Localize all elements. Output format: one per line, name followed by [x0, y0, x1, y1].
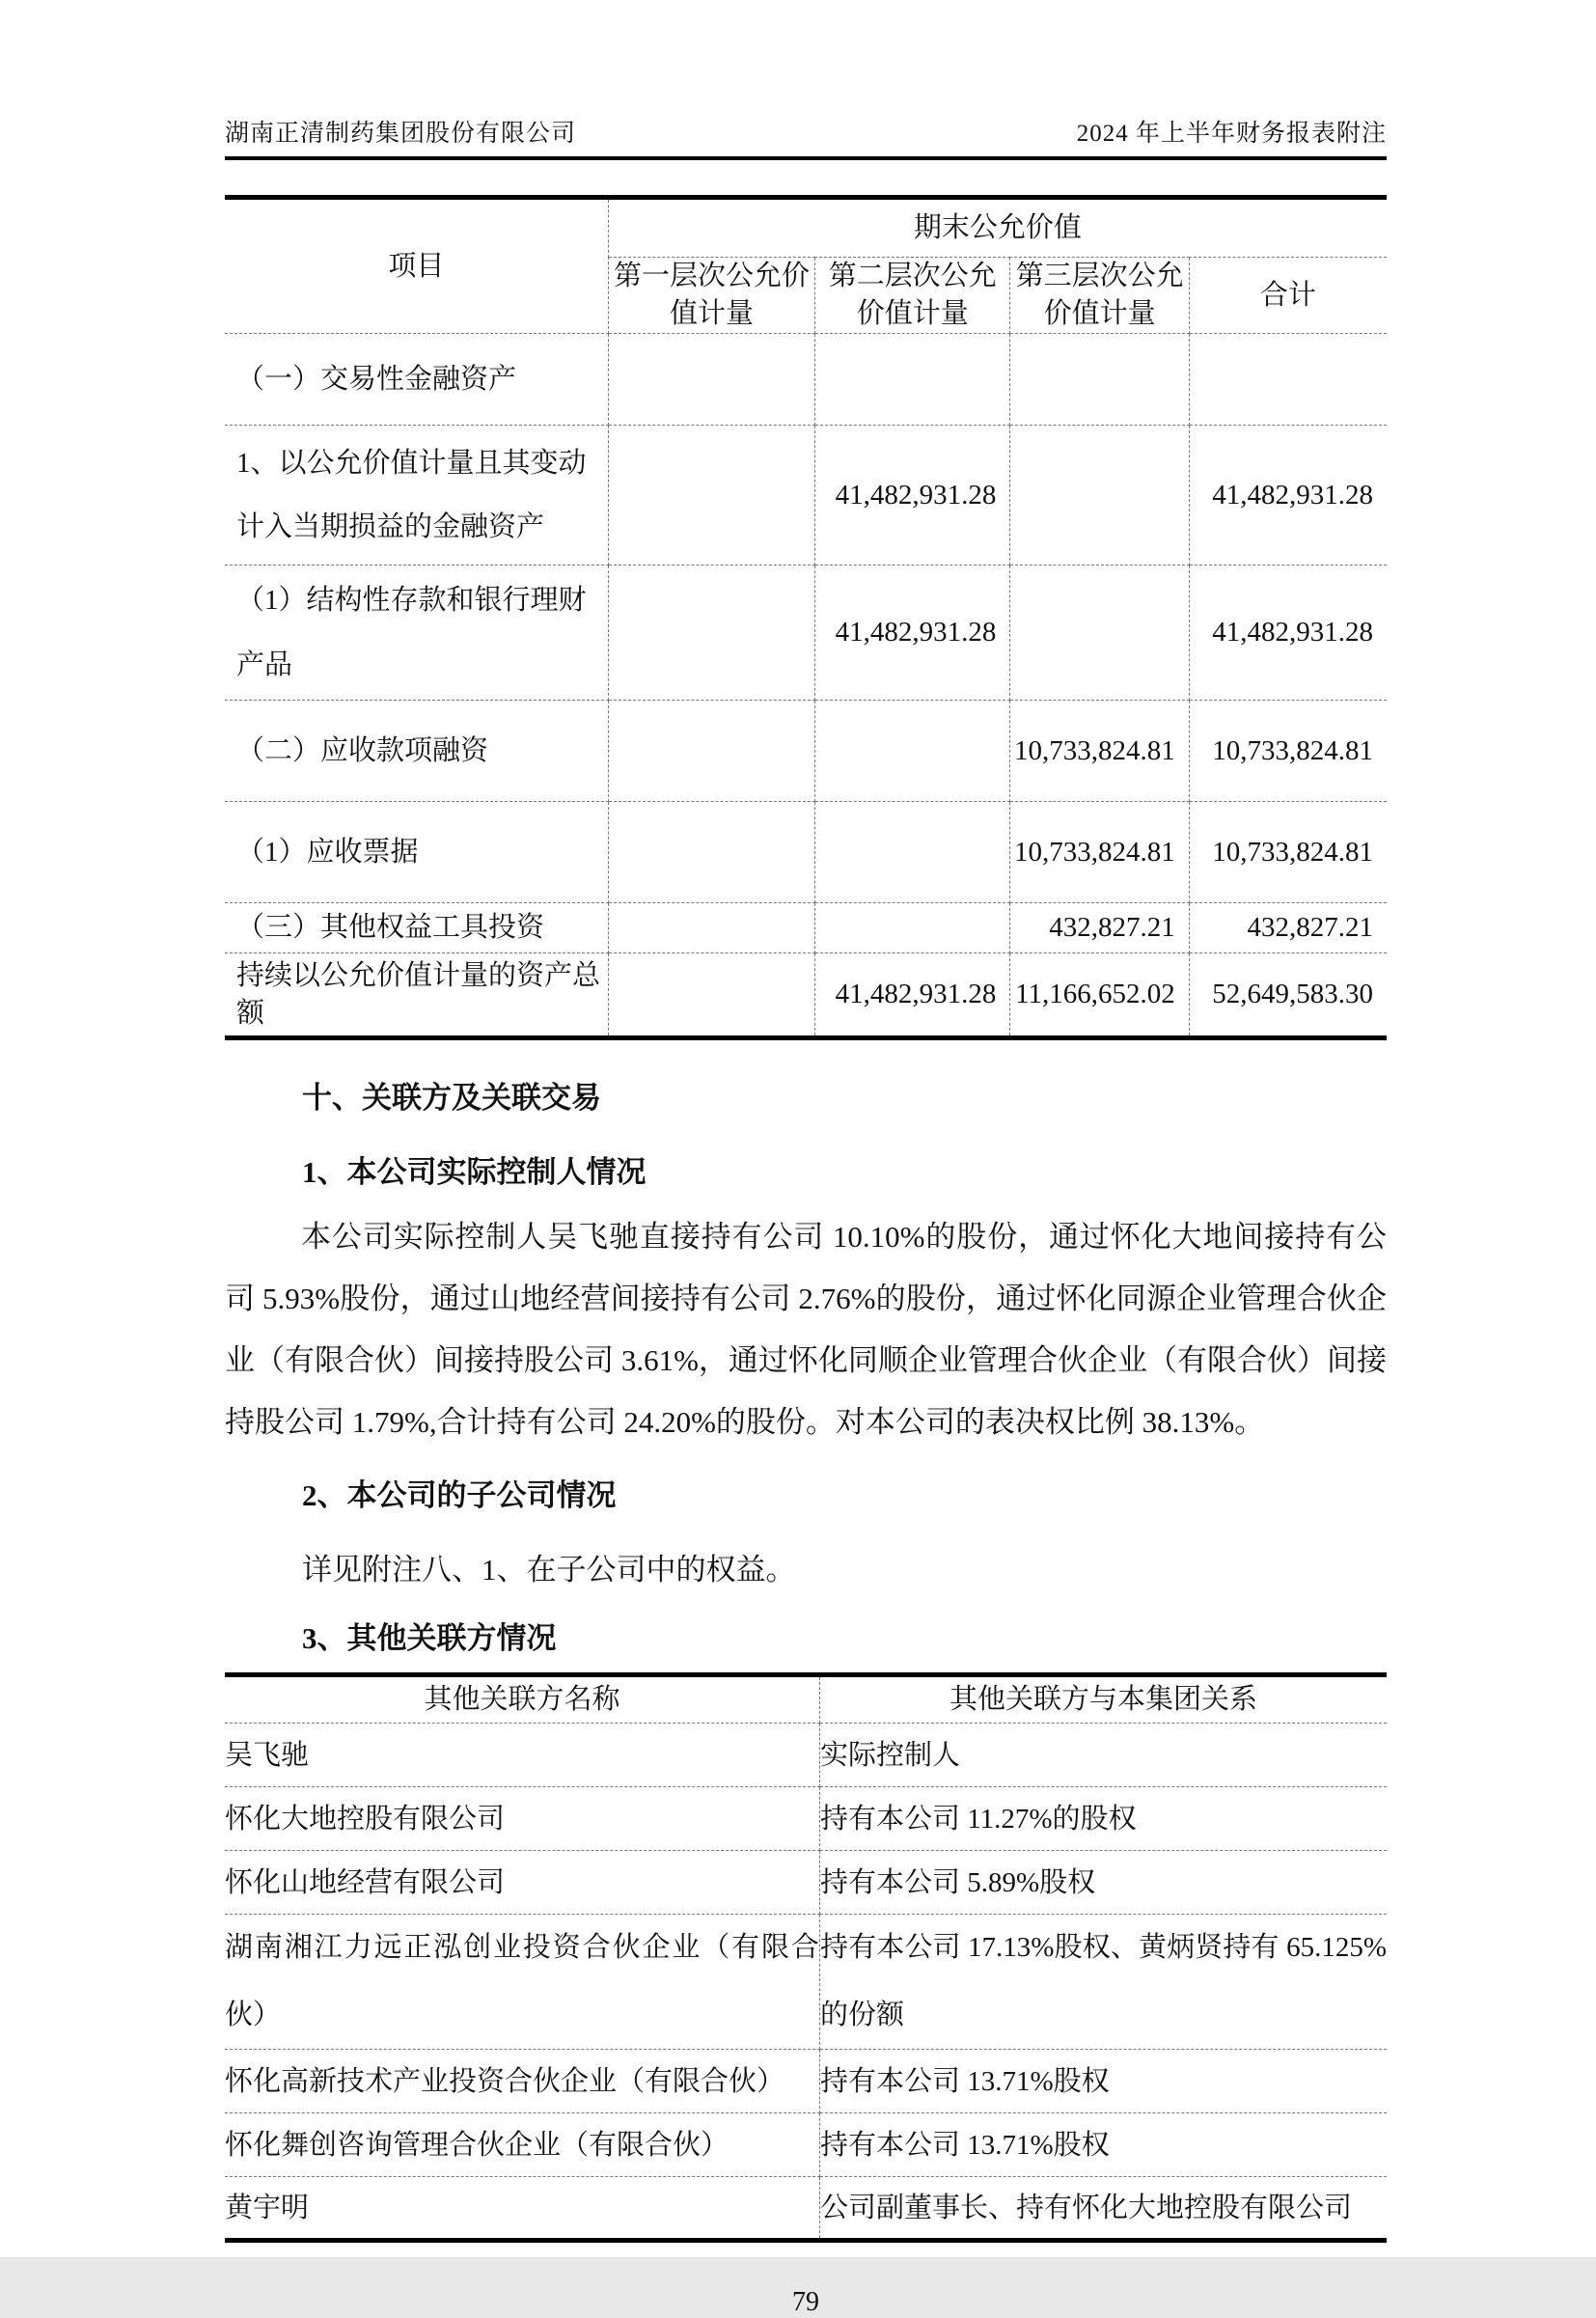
cell-level1: [608, 953, 814, 1038]
row-label: 持续以公允价值计量的资产总额: [225, 953, 608, 1038]
cell-total: [1189, 334, 1387, 426]
party-relation: 持有本公司 13.71%股权: [819, 2113, 1387, 2177]
party-name: 怀化大地控股有限公司: [225, 1787, 819, 1851]
cell-level2: [815, 903, 1010, 953]
table-row: [225, 701, 1387, 802]
cell-total: 41,482,931.28: [1189, 426, 1387, 566]
party-relation: 持有本公司 13.71%股权: [819, 2050, 1387, 2113]
cell-total: 52,649,583.30: [1212, 979, 1373, 1010]
page-header: [225, 0, 1387, 160]
cell-level1: [608, 566, 814, 701]
table-row: [225, 566, 1387, 701]
table-row: [225, 903, 1387, 953]
cell-level3: [1010, 566, 1189, 701]
table-row-total: [225, 953, 1387, 1038]
party-relation: 持有本公司 11.27%的股权: [819, 1787, 1387, 1851]
section-heading-related-parties: 十、关联方及关联交易: [302, 1081, 601, 1116]
cell-level1: [608, 334, 814, 426]
party-name: 湖南湘江力远正泓创业投资合伙企业（有限合伙）: [225, 1915, 819, 2050]
cell-level1: [608, 903, 814, 953]
related-party-header-row: [225, 1675, 1387, 1724]
cell-total: 432,827.21: [1189, 903, 1387, 953]
cell-level2: [815, 802, 1010, 903]
col-header-party-name: 其他关联方名称: [225, 1675, 819, 1724]
row-label: （1）应收票据: [225, 802, 608, 903]
row-label: （一）交易性金融资产: [225, 334, 608, 426]
cell-level2: 41,482,931.28: [815, 953, 1010, 1038]
party-name: 吴飞驰: [225, 1724, 819, 1787]
table-row: [225, 802, 1387, 903]
col-header-level1: 第一层次公允价值计量: [608, 258, 814, 334]
cell-level1: [608, 701, 814, 802]
table-row: [225, 1787, 1387, 1851]
header-report-title: 2024 年上半年财务报表附注: [1076, 121, 1387, 147]
col-header-level3: 第三层次公允价值计量: [1010, 258, 1189, 334]
table-row: [225, 1724, 1387, 1787]
party-name: 怀化高新技术产业投资合伙企业（有限合伙）: [225, 2050, 819, 2113]
cell-level2: [815, 334, 1010, 426]
subsection-heading-subsidiaries: 2、本公司的子公司情况: [302, 1478, 617, 1513]
cell-level3: 432,827.21: [1010, 903, 1189, 953]
paragraph-subsidiaries: 详见附注八、1、在子公司中的权益。: [302, 1553, 796, 1587]
table-row: [225, 1851, 1387, 1915]
cell-level2: 41,482,931.28: [815, 426, 1010, 566]
col-header-total: 合计: [1189, 258, 1387, 334]
row-label: （三）其他权益工具投资: [225, 903, 608, 953]
party-relation: 持有本公司 17.13%股权、黄炳贤持有 65.125%的份额: [819, 1915, 1387, 2050]
row-label: （二）应收款项融资: [225, 701, 608, 802]
paragraph-actual-controller: 本公司实际控制人吴飞驰直接持有公司 10.10%的股份，通过怀化大地间接持有公司 5.93%股份，通过山地经营间接持有公司 2.76%的股份，通过怀化同源企业管理合伙企业（有限合伙）间接持股公司 3.61%，通过怀化同顺企业管理合伙企业（有限合伙）间接持股公司 1.79%,合计持有公司 24.20%的股份。对本公司的表决权比例 38.13%。: [225, 1220, 1387, 1440]
cell-total: 10,733,824.81: [1189, 802, 1387, 903]
table-row: [225, 2050, 1387, 2113]
party-name: 黄宇明: [225, 2177, 819, 2241]
cell-level3: 11,166,652.02: [1010, 953, 1189, 1038]
header-company-name: 湖南正清制药集团股份有限公司: [225, 121, 577, 147]
cell-level2: 41,482,931.28: [815, 566, 1010, 701]
cell-level1: [608, 802, 814, 903]
row-label: （1）结构性存款和银行理财产品: [225, 566, 608, 701]
col-header-group: 期末公允价值: [608, 198, 1387, 258]
cell-total: 41,482,931.28: [1189, 566, 1387, 701]
table-row: [225, 2177, 1387, 2241]
cell-level2: [815, 701, 1010, 802]
col-header-level2: 第二层次公允价值计量: [815, 258, 1010, 334]
col-header-item: 项目: [225, 198, 608, 334]
fair-value-table: [225, 195, 1387, 1040]
related-party-table: [225, 1672, 1387, 2243]
row-label: 1、以公允价值计量且其变动计入当期损益的金融资产: [225, 426, 608, 566]
table-row: [225, 1915, 1387, 2050]
party-name: 怀化舞创咨询管理合伙企业（有限合伙）: [225, 2113, 819, 2177]
fair-value-header-row-1: [225, 198, 1387, 258]
cell-level3: 10,733,824.81: [1010, 802, 1189, 903]
party-relation: 实际控制人: [819, 1724, 1387, 1787]
party-name: 怀化山地经营有限公司: [225, 1851, 819, 1915]
cell-level3: 10,733,824.81: [1010, 701, 1189, 802]
subsection-heading-actual-controller: 1、本公司实际控制人情况: [302, 1155, 647, 1190]
table-row: [225, 2113, 1387, 2177]
table-row: [225, 426, 1387, 566]
col-header-party-relation: 其他关联方与本集团关系: [819, 1675, 1387, 1724]
cell-level3: [1010, 334, 1189, 426]
subsection-heading-other-related-parties: 3、其他关联方情况: [302, 1621, 557, 1656]
table-row: [225, 334, 1387, 426]
cell-level1: [608, 426, 814, 566]
party-relation: 公司副董事长、持有怀化大地控股有限公司: [819, 2192, 1352, 2223]
page-number: 79: [792, 2287, 819, 2318]
party-relation: 持有本公司 5.89%股权: [819, 1851, 1387, 1915]
cell-total: 10,733,824.81: [1189, 701, 1387, 802]
cell-level3: [1010, 426, 1189, 566]
